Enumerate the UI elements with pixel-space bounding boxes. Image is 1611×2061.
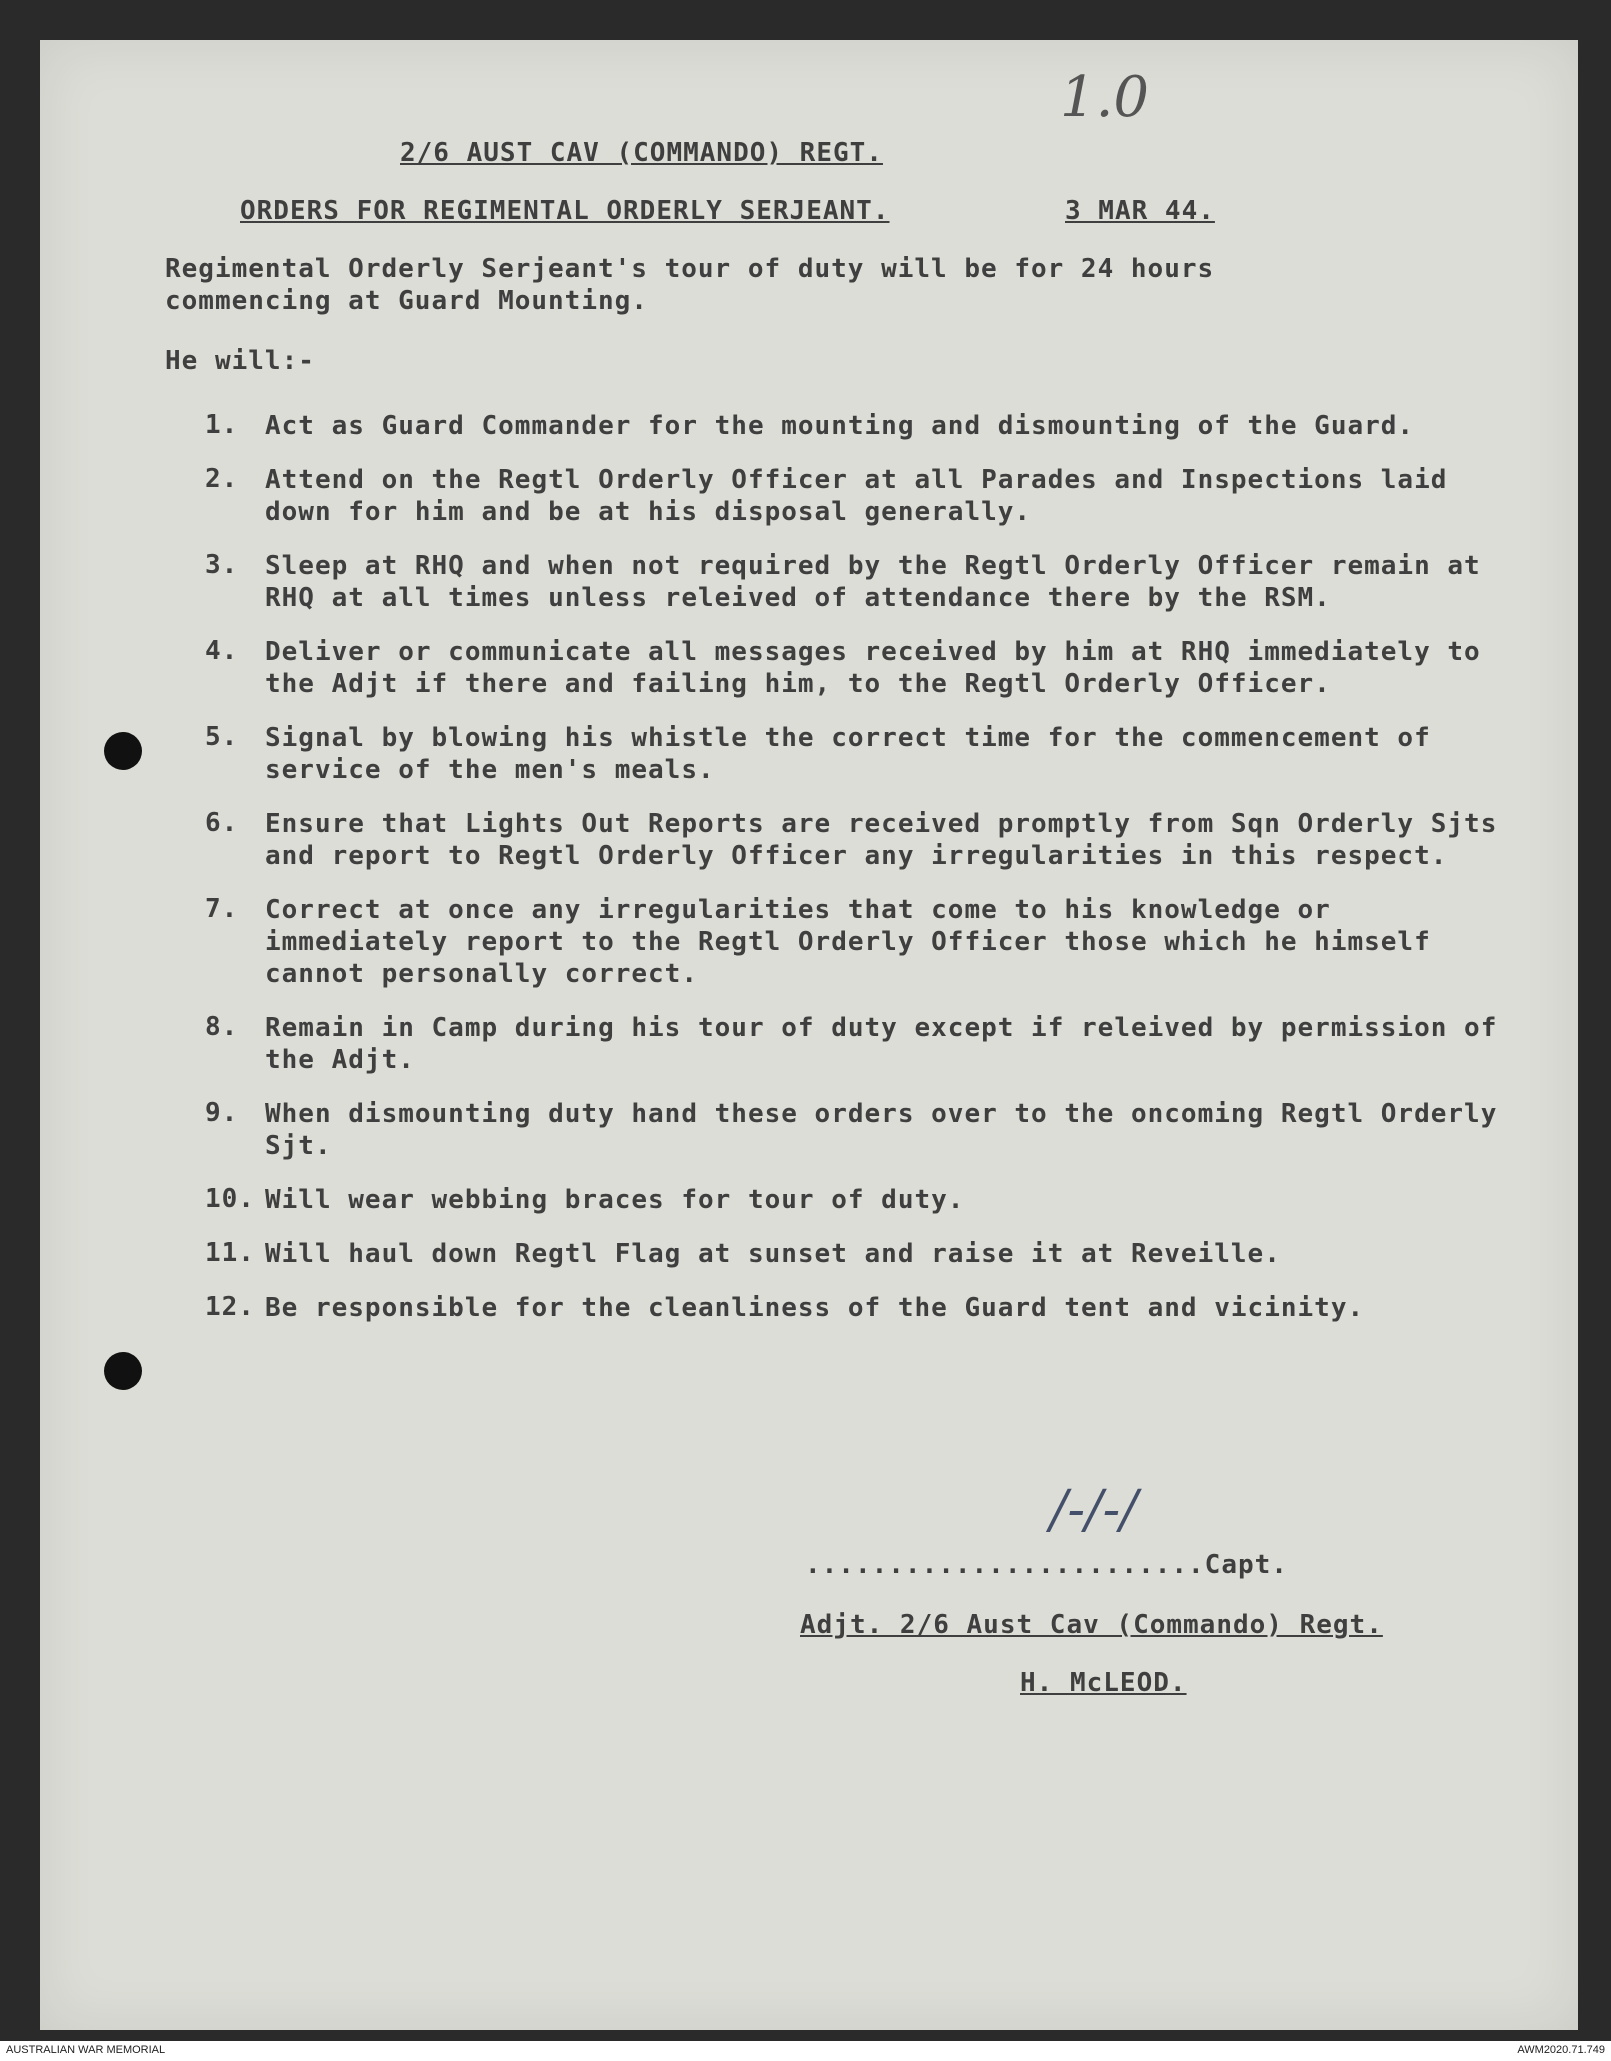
item-number: 6. [205,808,239,838]
list-item [205,808,1525,872]
signature-dots: ........................Capt. [805,1550,1288,1580]
item-number: 8. [205,1012,239,1042]
punch-hole [104,732,142,770]
archive-footer [0,2041,1611,2061]
document-page [40,40,1578,2030]
signature-title: Adjt. 2/6 Aust Cav (Commando) Regt. [800,1610,1383,1640]
intro-line-2: commencing at Guard Mounting. [165,286,648,316]
item-number: 10. [205,1184,255,1214]
item-text: Ensure that Lights Out Reports are received promptly from Sqn Orderly Sjts and report to Regtl Orderly Officer any irregularities in this respect. [265,809,1498,871]
item-number: 2. [205,464,239,494]
pencil-mark: 1.0 [1060,65,1150,130]
list-item [205,1012,1525,1076]
item-number: 1. [205,410,239,440]
list-item [205,894,1525,990]
item-text: Remain in Camp during his tour of duty except if releived by permission of the Adjt. [265,1013,1498,1075]
he-will-label: He will:- [165,346,315,376]
item-number: 3. [205,550,239,580]
item-number: 11. [205,1238,255,1268]
signature-name: H. McLEOD. [1020,1668,1187,1698]
punch-hole [104,1352,142,1390]
list-item [205,410,1525,442]
item-text: Will haul down Regtl Flag at sunset and raise it at Reveille. [265,1239,1281,1269]
item-text: Attend on the Regtl Orderly Officer at all Parades and Inspections laid down for him and be at his disposal generally. [265,465,1448,527]
list-item [205,464,1525,528]
list-item [205,1238,1525,1270]
item-number: 9. [205,1098,239,1128]
list-item [205,1098,1525,1162]
signature-scribble: /‑/‑/ [1050,1480,1138,1540]
list-item [205,722,1525,786]
archive-reference: AWM2020.71.749 [1517,2044,1605,2056]
intro-line-1: Regimental Orderly Serjeant's tour of duty will be for 24 hours [165,254,1215,284]
item-number: 5. [205,722,239,752]
item-text: Act as Guard Commander for the mounting and dismounting of the Guard. [265,411,1415,441]
document-date: 3 MAR 44. [1065,196,1215,226]
list-item [205,550,1525,614]
item-text: Deliver or communicate all messages received by him at RHQ immediately to the Adjt if there and failing him, to the Regtl Orderly Officer. [265,637,1481,699]
item-text: Be responsible for the cleanliness of the Guard tent and vicinity. [265,1293,1365,1323]
item-number: 7. [205,894,239,924]
item-number: 4. [205,636,239,666]
archive-name: AUSTRALIAN WAR MEMORIAL [6,2044,166,2056]
item-text: Correct at once any irregularities that come to his knowledge or immediately report to the Regtl Orderly Officer those which he himself cannot personally correct. [265,895,1431,989]
orders-list [205,410,1525,1346]
item-text: Will wear webbing braces for tour of duty. [265,1185,965,1215]
item-text: Signal by blowing his whistle the correct time for the commencement of service of the men's meals. [265,723,1431,785]
item-text: Sleep at RHQ and when not required by the Regtl Orderly Officer remain at RHQ at all times unless releived of attendance there by the RSM. [265,551,1481,613]
list-item [205,636,1525,700]
list-item [205,1184,1525,1216]
unit-heading: 2/6 AUST CAV (COMMANDO) REGT. [400,138,883,168]
item-number: 12. [205,1292,255,1322]
item-text: When dismounting duty hand these orders over to the oncoming Regtl Orderly Sjt. [265,1099,1498,1161]
list-item [205,1292,1525,1324]
orders-heading: ORDERS FOR REGIMENTAL ORDERLY SERJEANT. [240,196,890,226]
